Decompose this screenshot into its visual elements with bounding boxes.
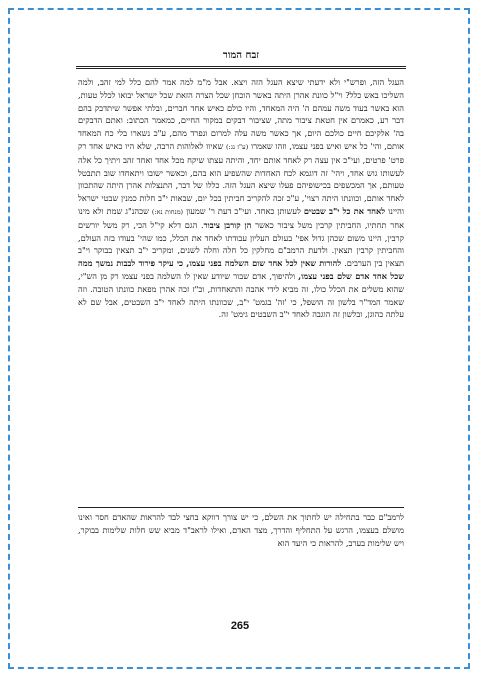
source-citation-1: (ע"ז נג:) (226, 142, 249, 151)
paragraph-text-5: . הגם דלא קי"ל הכי, רק משל יורשים קרבין, היינו משום שכהן גדול אפי' בעולם העליון עבודתו לאחד את הכלל, כמו שהי' בעודו בזה העולם, והחביתין קרבין תצאין. ולדעת הרמב"ם מחלקין כל חלה וחלה לשנים, ומקריב י"ב תצאין בבוקר וי"ב תצאין בין הערבים. (78, 219, 404, 269)
paragraph-text-2: שאיוו לאלוהות הרבה, שלא היו כאיש אחד רק פרט' פרטים, ועי"כ אין עצה רק לאחד אותם יחד, והיתה עצתו שיקח מכל אחד ואחד זהב ויתיך כל אלה לעשותו גוש אחד, ויהי' זה דוגמא לכח האחדות שהשפיע הוא בהם, וכאשר ישובו ויתאחדו שוב תתבטל טעותם, אך המכשפים בכישופיהם פעלו שיצא העגל הזה. כללו של דבר, התנצלות אהרן היתה שהתכוון לאחד אותם, וכוונתו היתה רצוי', ע"כ זכה להקריב חביתין בכל יום, שבאות י"ב חלות כמנין שבטי ישראל והיינו (78, 140, 404, 216)
footnote-paragraph: לרמב"ם כבר בתחילה יש לחתוך את השלם, כי יש צורך דווקא בחצי לבד להראות שהאדם חסר ואינו מושלם בעצמו, הרגש על התחליף והדרך, מצד האדם, ואילו לראב"ד מביא שש חלות שלימות בבוקר, ויש שלימות בערב, להראות כי היעד הוא (78, 512, 404, 548)
emphasis-public-offering: הן קורבן ציבור (203, 219, 252, 230)
header-rule (76, 66, 406, 67)
emphasis-completeness: להורות שאין לכל אחד שום השלמה בפני עצמו, כי עיקר פירוד לבבות נמשך ממה שכל אחד אדם שלם בפני עצמו, (78, 258, 404, 281)
footnote-divider (78, 507, 404, 508)
running-header (76, 50, 406, 64)
paragraph-text-4: שכהנ"ג שמת ולא מינו אחר תחתיו, החביתין קרבין משל ציבור כאשר (78, 205, 404, 230)
emphasis-twelve-tribes: לאחד את כל י"ב שבטים (303, 205, 386, 216)
main-paragraph (78, 76, 404, 321)
header-rule-second (76, 68, 406, 69)
paragraph-text-6: ולהיפוך, אדם שבור שיודע שאין לו השלמה בפני עצמו רק מן הש"י, שהוא משלים את הכלל כולו, זה מביא לידי אהבה והתאחדות, וכ"ז זכה אהרן מפאת כוונתו הטובה. וזה שאמר המד"ר בלשון זה הושפל, כי 'זה' בגמט' י"ב, שכוונתו היתה לאחד י"ב השבטים, אבל שם לא עלתה כהוגן, ובלשון זה הוגבה לאחד י"ב השבטים גימט' זה. (78, 270, 404, 320)
page-number: 265 (230, 620, 250, 632)
paragraph-text-3: לעשותן כאחד. ועי"כ דעת ר' שמעון (183, 205, 304, 216)
header-title: זבח המור (222, 50, 260, 61)
paragraph-text-1: העגל הזה, ופרש"י ולא ידעתי שיצא העגל הזה ויצא. אבל מ"מ למה אמר להם כלל למי זהב, ולמה השליכו באש כלל? וי"ל כוונת אהרן היתה באשר הוכחן שכל הצרה הזאת שכל ישראל יבואו לכלל טעות, הוא באשר בעוד משה עמהם ה' היה המאחד, והיו כולם כאיש אחד חברים, ובלתי אפשר שיתדבק בהם דבר רע, כאמרם אין חטאת ציבור מתה, שציבור דבקים במקור החיים, כמאמר הכתוב: ואתם הדבקים בה' אלקיכם חיים כולכם היום, אך כאשר משה עלה למרום ונפרד מהם, ע"כ נשארו בלי כח המאחד אותם, והי' כל איש ואיש בפני עצמו, וזהו שאמרו (78, 77, 404, 151)
source-citation-2: (מנחות נא:) (151, 207, 184, 216)
